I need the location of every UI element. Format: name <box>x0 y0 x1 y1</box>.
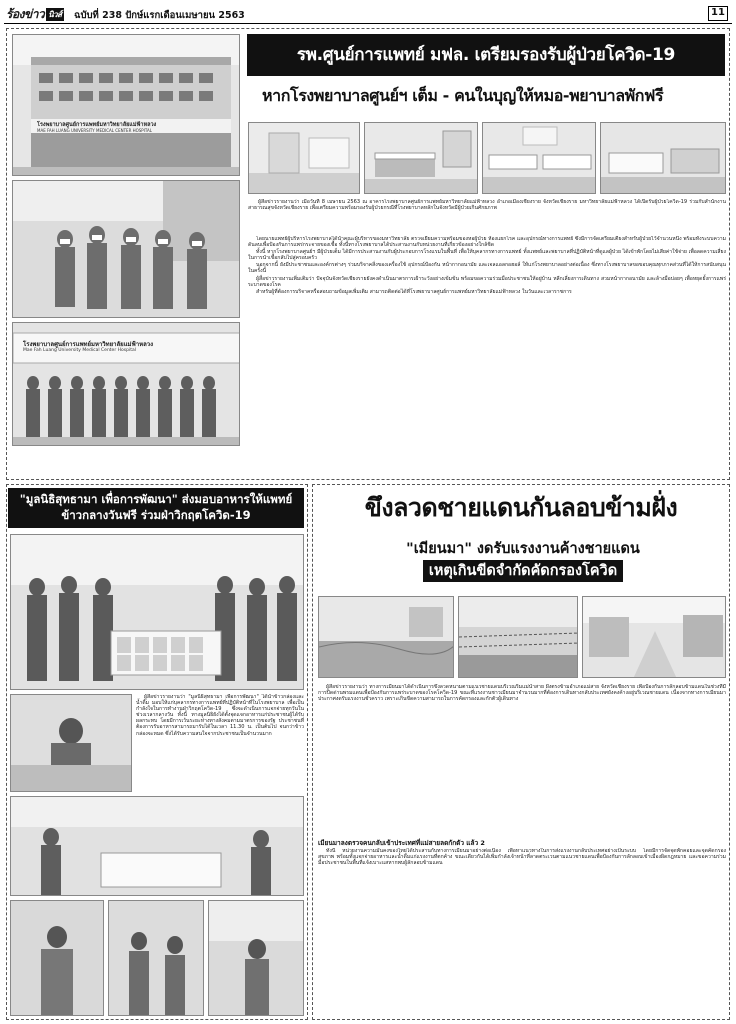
hospital-sign-th: โรงพยาบาลศูนย์การแพทย์มหาวิทยาลัยแม่ฟ้าหลวง <box>37 122 157 128</box>
room-2-graphic <box>365 123 478 194</box>
food-distribution-photo <box>10 796 304 896</box>
right-story-headline: ขึงลวดชายแดนกันลอบข้ามฝั่ง <box>364 493 678 522</box>
hospital-room-photo-2 <box>364 122 478 194</box>
top-story-paragraph: ผู้สื่อข่าวรายงานเพิ่มเติมว่า ปัจจุบันจังหวัดเชียงรายยังคงดำเนินมาตรการเฝ้าระวังอย่างเข้มข้น พร้อมขอความร่วมมือประชาชนให้อยู่บ้าน หลีกเลี่ยงการเดินทาง สวมหน้ากากอนามัย และล้างมือบ่อยๆ เพื่อหยุดยั้งการแพร่ระบาดของโรค <box>248 275 726 288</box>
group-banner-text-en: Mae Fah Luang University Medical Center Hospital <box>23 348 136 353</box>
hospital-building-graphic <box>13 35 240 176</box>
top-story-paragraph: สำหรับผู้ที่ต้องการบริจาคหรือสอบถามข้อมูลเพิ่มเติม สามารถติดต่อได้ที่โรงพยาบาลศูนย์การแพทย์มหาวิทยาลัยแม่ฟ้าหลวง ในวันและเวลาราชการ <box>256 288 572 295</box>
hospital-room-photo-4 <box>600 122 726 194</box>
top-story-subheadline: หากโรงพยาบาลศูนย์ฯ เต็ม - คนในบุญให้หมอ-พยาบาลพักฟรี <box>262 86 664 105</box>
food-distribution-graphic <box>11 797 304 896</box>
left-story-title-line1: "มูลนิธิสุทธามา เพื่อการพัฒนา" ส่งมอบอาหารให้แพทย์ <box>19 492 293 506</box>
hospital-sign-en: MAE FAH LUANG UNIVERSITY MEDICAL CENTER HOSPITAL <box>37 128 152 133</box>
logo-text: ร้องข่าว <box>6 7 45 21</box>
queue-1-graphic <box>11 901 104 1016</box>
page-number: 11 <box>708 6 728 21</box>
right-story-sub-line2: เหตุเกินขีดจำกัดคัดกรองโควิด <box>423 560 623 582</box>
right-story-sub-line1: "เมียนมา" งดรับแรงงานค้างชายแดน <box>406 541 640 557</box>
issue-info: ฉบับที่ 238 ปักษ์แรกเดือนเมษายน 2563 <box>74 10 245 21</box>
right-story-text: ทั้งนี้ หน่วยงานความมั่นคงของไทยได้ประสานกับทางการเมียนมาอย่างต่อเนื่อง เพื่อหาแนวทางในการส่งแรงงานกลับประเทศอย่างเป็นระบบ โดยมีการจัดจุดพักคอยและจุดคัดกรองสุขภาพ พร้อมทั้งแจกจ่ายอาหารและน้ำดื่มแก่แรงงานที่ตกค้าง ขณะเดียวกันได้เพิ่มกำลังเจ้าหน้าที่ลาดตระเวนตามแนวชายแดนเพื่อป้องกันการลักลอบเข้าเมืองผิดกฎหมาย และขอความร่วมมือประชาชนในพื้นที่แจ้งเบาะแสหากพบผู้ลักลอบข้ามแดน <box>318 848 726 867</box>
left-story-text: ผู้สื่อข่าวรายงานว่า "มูลนิธิสุทธามา เพื่อการพัฒนา" ได้นำข้าวกล่องและน้ำดื่ม มอบให้แก่บุคลากรทางการแพทย์ที่ปฏิบัติหน้าที่ในโรงพยาบาล เพื่อเป็นกำลังใจในการทำงานฝ่าวิกฤตโควิด-19 ซึ่งจะดำเนินการแจกจ่ายทุกวันในช่วงเวลากลางวัน ทั้งนี้ ทางมูลนิธิยังได้ตั้งจุดแจกอาหารแก่ประชาชนผู้ได้รับผลกระทบ โดยมีการเว้นระยะห่างทางสังคมตามมาตรการของรัฐ ประชาชนที่ต้องการรับอาหารสามารถมารับได้ในเวลา 11.30 น. เป็นต้นไป จนกว่าข้าวกล่องจะหมด ซึ่งได้รับความสนใจจากประชาชนเป็นจำนวนมาก <box>136 694 304 737</box>
barbed-wire-photo <box>458 596 578 678</box>
volunteer-packing-photo <box>10 694 132 792</box>
group-photo-banner <box>12 322 240 446</box>
queue-photo-1 <box>10 900 104 1016</box>
right-story-section-title: เมียนมาลงตรวจคนกลับเข้าประเทศที่แม่สายลดกักตัว แล้ว 2 <box>318 839 485 847</box>
top-story-paragraph: นอกจากนี้ ยังมีประชาชนและองค์กรต่างๆ ร่วมบริจาคสิ่งของเครื่องใช้ อุปกรณ์ป้องกัน หน้ากากอนามัย และเจลแอลกอฮอล์ ให้แก่โรงพยาบาลอย่างต่อเนื่อง ซึ่งทางโรงพยาบาลขอขอบคุณทุกภาคส่วนที่ได้ให้การสนับสนุนในครั้งนี้ <box>248 262 726 275</box>
donation-group-graphic <box>11 535 304 690</box>
group-banner-text-th: โรงพยาบาลศูนย์การแพทย์มหาวิทยาลัยแม่ฟ้าหลวง <box>23 341 154 348</box>
room-4-graphic <box>601 123 726 194</box>
left-story-body <box>136 694 304 786</box>
hospital-room-photo-3 <box>482 122 596 194</box>
officials-visit-photo <box>12 180 240 318</box>
room-3-graphic <box>483 123 596 194</box>
barbed-wire-graphic <box>459 597 578 678</box>
hospital-building-photo <box>12 34 240 176</box>
left-story-title <box>8 488 304 528</box>
logo-badge: นิวส์ <box>48 9 62 19</box>
top-story-paragraph: ทั้งนี้ หากโรงพยาบาลศูนย์ฯ มีผู้ป่วยเต็ม ได้มีการประสานงานกับผู้ประกอบการโรงแรมในพื้นที่ เพื่อให้บุคลากรทางการแพทย์ ทั้งแพทย์และพยาบาลที่ปฏิบัติหน้าที่ดูแลผู้ป่วย ได้เข้าพักโดยไม่เสียค่าใช้จ่าย เพื่อลดความเสี่ยงในการนำเชื้อกลับไปสู่ครอบครัว <box>248 249 726 262</box>
queue-photo-2 <box>108 900 204 1016</box>
right-story-text: ผู้สื่อข่าวรายงานว่า ทางการเมียนมาได้ดำเนินการขึงลวดหนามตามแนวชายแดนบริเวณริมแม่น้ำสาย ฝั่งตรงข้ามอำเภอแม่สาย จังหวัดเชียงราย เพื่อป้องกันการลักลอบข้ามแดนในช่วงที่มีการปิดด่านพรมแดนเพื่อป้องกันการแพร่ระบาดของโรคโควิด-19 ขณะที่แรงงานชาวเมียนมาจำนวนมากที่ต้องการเดินทางกลับประเทศยังคงค้างอยู่บริเวณชายแดน เนื่องจากทางการเมียนมาประกาศงดรับแรงงานชั่วคราว เพราะเกินขีดความสามารถในการคัดกรองและกักตัวผู้เดินทาง <box>318 684 726 703</box>
newspaper-logo <box>6 5 64 22</box>
top-story-body <box>248 236 726 474</box>
donation-group-photo <box>10 534 304 690</box>
queue-3-graphic <box>209 901 304 1016</box>
top-story-lead <box>248 199 726 233</box>
border-river-photo <box>318 596 454 678</box>
volunteer-packing-graphic <box>11 695 132 792</box>
top-story-headline: รพ.ศูนย์การแพทย์ มฟล. เตรียมรองรับผู้ป่วยโควิด-19 <box>247 34 725 76</box>
room-1-graphic <box>249 123 360 194</box>
border-street-photo <box>582 596 726 678</box>
top-story-paragraph: โดยนายแพทย์ผู้บริหารโรงพยาบาลได้นำคณะผู้บริหารของมหาวิทยาลัย ตรวจเยี่ยมความพร้อมของหอผู้ป่วย ห้องแยกโรค และอุปกรณ์ทางการแพทย์ ซึ่งมีการจัดเตรียมเตียงสำหรับผู้ป่วยไว้จำนวนหนึ่ง พร้อมทั้งระบบความดันลบเพื่อป้องกันการแพร่กระจายของเชื้อ ทั้งนี้ทางโรงพยาบาลได้ประสานงานกับหน่วยงานที่เกี่ยวข้องอย่างใกล้ชิด <box>248 236 726 249</box>
masthead <box>4 4 732 24</box>
queue-2-graphic <box>109 901 204 1016</box>
left-story-title-line2: ข้าวกลางวันฟรี ร่วมฝ่าวิกฤตโควิด-19 <box>61 508 251 522</box>
officials-visit-graphic <box>13 181 240 318</box>
border-river-graphic <box>319 597 454 678</box>
hospital-room-photo-1 <box>248 122 360 194</box>
right-story-body-2 <box>318 848 726 1014</box>
right-story-subheadline <box>348 538 698 582</box>
queue-photo-3 <box>208 900 304 1016</box>
right-story-body-1 <box>318 684 726 834</box>
border-street-graphic <box>583 597 726 678</box>
top-story-lead-text: ผู้สื่อข่าวรายงานว่า เมื่อวันที่ 8 เมษายน 2563 ณ อาคารโรงพยาบาลศูนย์การแพทย์มหาวิทยาลัยแม่ฟ้าหลวง อำเภอเมืองเชียงราย จังหวัดเชียงราย มหาวิทยาลัยแม่ฟ้าหลวง ได้เปิดรับผู้ป่วยโควิด-19 ร่วมกับสำนักงานสาธารณสุขจังหวัดเชียงราย เพื่อเตรียมความพร้อมรองรับผู้ป่วยกรณีที่โรงพยาบาลหลักในจังหวัดมีผู้ป่วยเกินศักยภาพ <box>248 199 726 212</box>
